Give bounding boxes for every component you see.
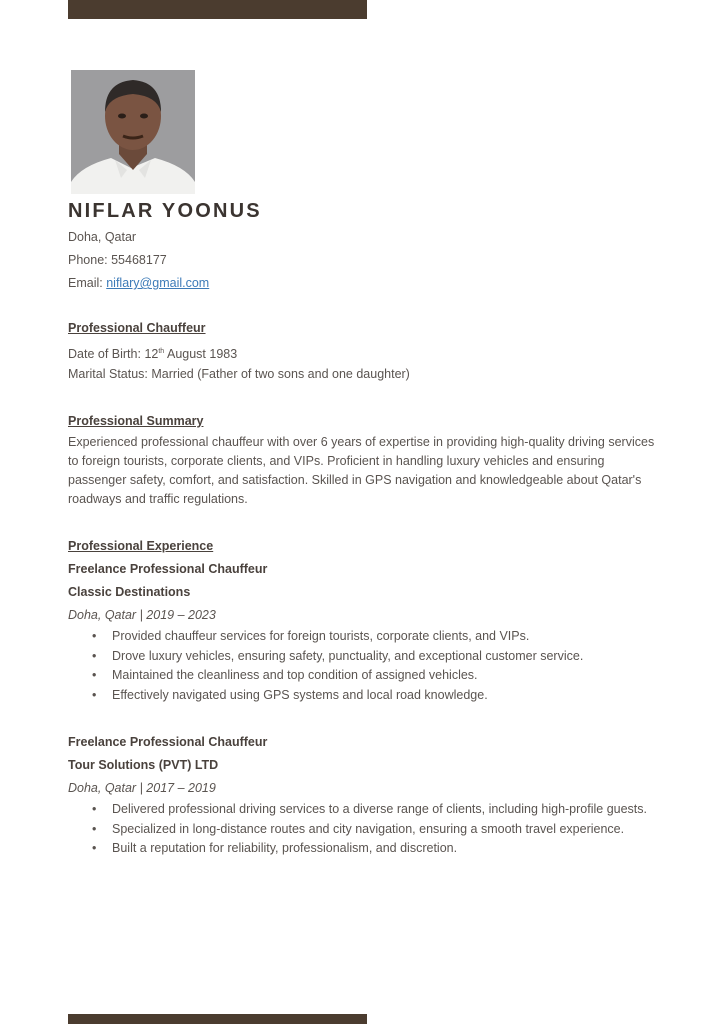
job-bullets xyxy=(68,627,658,705)
email-link[interactable]: niflary@gmail.com xyxy=(106,276,210,290)
email-label: Email: xyxy=(68,276,103,290)
phone-line xyxy=(68,249,658,272)
spacer xyxy=(68,386,658,410)
bullet-item xyxy=(92,800,658,820)
bullet-text: Specialized in long-distance routes and city navigation, ensuring a smooth travel experience. xyxy=(112,821,625,836)
job-bullets xyxy=(68,800,658,859)
spacer xyxy=(68,509,658,535)
bullet-icon: • xyxy=(92,687,97,702)
bullet-text: Maintained the cleanliness and top condition of assigned vehicles. xyxy=(112,668,478,682)
bullet-text: Drove luxury vehicles, ensuring safety, punctuality, and exceptional customer service. xyxy=(112,648,584,663)
spacer xyxy=(68,705,658,731)
dob-month-year: August 1983 xyxy=(166,347,238,362)
experience-title: Professional Experience xyxy=(68,539,214,553)
spacer xyxy=(68,295,658,317)
profile-title: Professional Chauffeur xyxy=(68,321,206,335)
job-company: Classic Destinations xyxy=(68,585,191,599)
bullet-text: Delivered professional driving services to a diverse range of clients, including high-profile guests. xyxy=(112,802,647,816)
job-role: Freelance Professional Chauffeur xyxy=(68,562,268,576)
dob-suffix: th xyxy=(158,348,165,355)
job-entry xyxy=(68,558,658,705)
bullet-item xyxy=(92,666,658,686)
top-decorative-bar xyxy=(68,0,367,19)
bullet-text: Built a reputation for reliability, professionalism, and discretion. xyxy=(112,841,458,855)
job-entry xyxy=(68,731,658,859)
dob-day: 12 xyxy=(144,347,159,362)
job-role: Freelance Professional Chauffeur xyxy=(68,735,268,749)
bullet-text: Provided chauffeur services for foreign tourists, corporate clients, and VIPs. xyxy=(112,629,530,643)
bullet-text: Effectively navigated using GPS systems and local road knowledge. xyxy=(112,687,488,702)
bullet-item xyxy=(92,820,658,840)
bullet-icon: • xyxy=(92,802,97,816)
location: Doha, Qatar xyxy=(68,230,137,244)
summary-title: Professional Summary xyxy=(68,414,204,428)
bullet-item xyxy=(92,627,658,647)
job-company: Tour Solutions (PVT) LTD xyxy=(68,758,219,772)
resume-content xyxy=(68,196,658,859)
dob-label: Date of Birth: xyxy=(68,347,141,362)
email-line xyxy=(68,272,658,295)
bullet-item xyxy=(92,647,658,667)
marital-label: Marital Status: xyxy=(68,367,148,381)
bottom-decorative-bar xyxy=(68,1014,367,1024)
job-location-dates: Doha, Qatar | 2019 – 2023 xyxy=(68,608,216,622)
profile-photo xyxy=(71,70,195,194)
date-of-birth xyxy=(68,340,658,363)
marital-value: Married (Father of two sons and one daughter) xyxy=(151,367,410,381)
bullet-icon: • xyxy=(92,648,97,663)
phone-label: Phone: xyxy=(68,253,108,267)
bullet-item xyxy=(92,686,658,706)
phone-number: 55468177 xyxy=(111,253,167,267)
bullet-icon: • xyxy=(92,821,97,836)
bullet-icon: • xyxy=(92,668,97,682)
person-photo-icon xyxy=(71,70,195,194)
bullet-item xyxy=(92,839,658,859)
marital-status xyxy=(68,363,658,386)
job-location-dates: Doha, Qatar | 2017 – 2019 xyxy=(68,781,216,795)
candidate-name: NIFLAR YOONUS xyxy=(68,200,262,222)
summary-text: Experienced professional chauffeur with over 6 years of expertise in providing high-quality driving services to foreign tourists, corporate clients, and VIPs. Proficient in handling luxury vehicles and ensuring passenger safety, comfort, and satisfaction. Skilled in GPS navigation and knowledgeable about Qatar's roadways and traffic regulations. xyxy=(68,435,655,506)
bullet-icon: • xyxy=(92,629,97,643)
bullet-icon: • xyxy=(92,841,97,855)
